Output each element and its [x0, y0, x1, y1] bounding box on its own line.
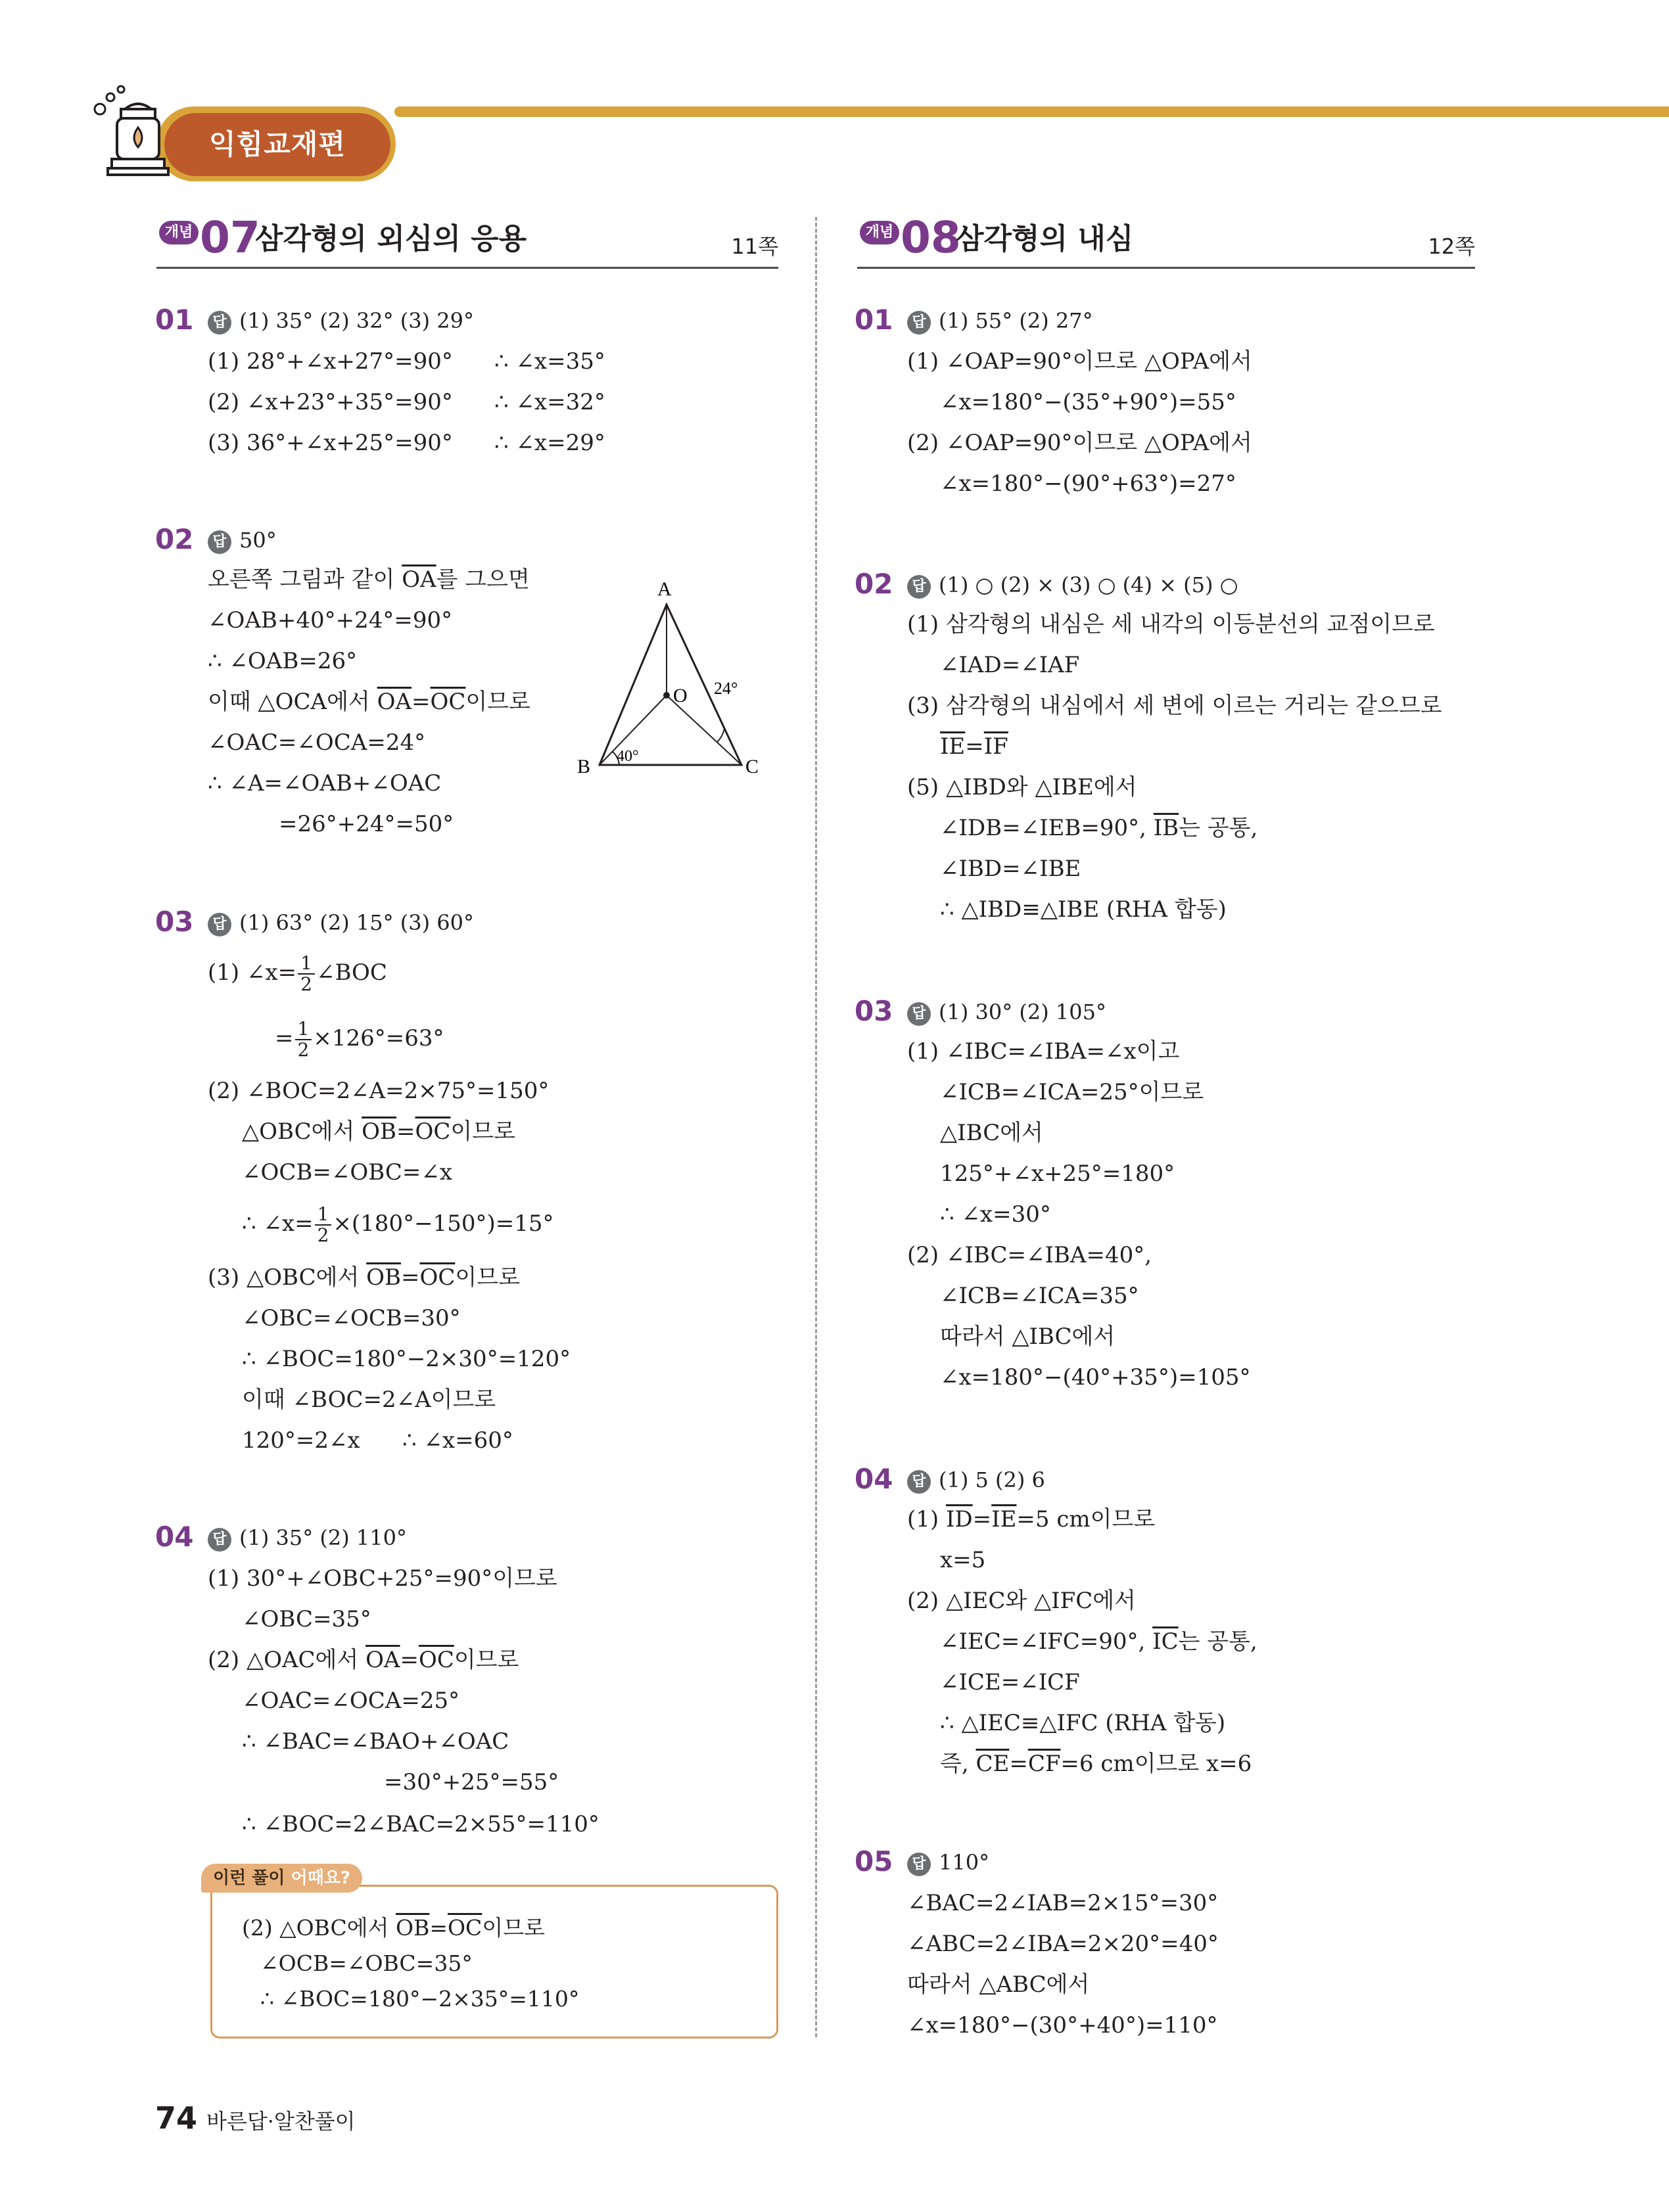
- text: (1): [907, 1506, 946, 1532]
- section-title: 삼각형의 내심: [956, 222, 1134, 256]
- solution-line: [242, 1203, 553, 1245]
- text: (2) △OAC에서: [208, 1647, 366, 1673]
- solution-line: [208, 1644, 519, 1676]
- equation: (1) 28°+∠x+27°=90°: [208, 348, 453, 375]
- solution-line: (3) 삼각형의 내심에서 세 변에 이르는 거리는 같으므로: [907, 693, 1442, 719]
- segment: $\overline{OC}$: [415, 1118, 451, 1145]
- text: 는 공통,: [1178, 1628, 1258, 1655]
- text: ∴ ∠x=: [242, 1210, 314, 1237]
- text: ×(180°−150°)=15°: [333, 1210, 554, 1237]
- answer-line: [208, 524, 277, 556]
- solution-line: (1) ∠OAP=90°이므로 △OPA에서: [907, 348, 1252, 375]
- solution-line: [940, 1626, 1258, 1657]
- solution-line: (1) 삼각형의 내심은 세 내각의 이등분선의 교점이므로: [907, 611, 1435, 637]
- tip-line: ∠OCB=∠OBC=35°: [260, 1950, 473, 1976]
- problem-number: 02: [855, 568, 893, 600]
- segment: $\overline{IC}$: [1152, 1628, 1179, 1655]
- solution-line: ∠x=180°−(90°+63°)=27°: [940, 471, 1236, 497]
- fraction: [295, 1019, 312, 1060]
- problem-number: 01: [155, 304, 194, 336]
- section-header-07: [156, 212, 778, 269]
- equation: (3) 36°+∠x+25°=90°: [208, 430, 453, 456]
- text: =6 cm이므로 x=6: [1060, 1751, 1252, 1777]
- segment: $\overline{OC}$: [419, 1264, 456, 1291]
- solution-line: ∴ ∠A=∠OAB+∠OAC: [208, 770, 442, 796]
- solution-line: [208, 686, 530, 718]
- triangle-figure: [573, 573, 770, 778]
- solution-line: ∠BAC=2∠IAB=2×15°=30°: [907, 1890, 1219, 1916]
- page-footer: [155, 2100, 356, 2136]
- problem-number: 04: [155, 1521, 194, 1553]
- segment: $\overline{OC}$: [430, 689, 466, 715]
- solution-line: ∠OAC=∠OCA=24°: [208, 729, 426, 756]
- text: =: [429, 1915, 448, 1941]
- solution-line: [940, 812, 1258, 844]
- solution-line: ∠OCB=∠OBC=∠x: [242, 1159, 452, 1186]
- tip-tag: [201, 1864, 362, 1893]
- label-o: O: [673, 685, 688, 706]
- solution-line: [242, 1116, 515, 1147]
- answer-line: [907, 305, 1093, 336]
- denominator: 2: [300, 973, 312, 995]
- segment: $\overline{IF}$: [983, 733, 1008, 760]
- solution-line: ∴ ∠OAB=26°: [208, 648, 358, 674]
- segment: $\overline{OA}$: [402, 566, 436, 593]
- answer-icon: 답: [208, 530, 231, 554]
- header-tab: 익힘교재편: [164, 113, 390, 176]
- solution-line: ∠x=180°−(30°+40°)=110°: [907, 2012, 1218, 2039]
- solution-line: [940, 1748, 1252, 1780]
- answer-icon: 답: [907, 575, 931, 599]
- segment: $\overline{IE}$: [991, 1506, 1017, 1532]
- answer-icon: 답: [208, 913, 231, 936]
- answer-icon: 답: [208, 1528, 231, 1552]
- solution-line: ∠ICE=∠ICF: [940, 1669, 1080, 1695]
- text: ∠IDB=∠IEB=90°,: [940, 815, 1154, 841]
- segment: $\overline{OC}$: [419, 1647, 454, 1673]
- answer-text: (1) 5 (2) 6: [939, 1467, 1045, 1492]
- solution-line: ∠IAD=∠IAF: [940, 652, 1080, 678]
- text: ∠BOC: [316, 959, 387, 986]
- result: ∴ ∠x=32°: [494, 389, 605, 415]
- segment: $\overline{OB}$: [366, 1264, 401, 1291]
- solution-line: ∠OBC=35°: [242, 1606, 371, 1632]
- text: =: [400, 1647, 419, 1673]
- answer-icon: 답: [907, 1470, 931, 1494]
- segment: $\overline{IB}$: [1153, 815, 1179, 841]
- numerator: 1: [315, 1205, 332, 1226]
- solution-line: =26°+24°=50°: [279, 811, 454, 837]
- section-title: 삼각형의 외심의 응용: [255, 222, 527, 256]
- solution-line: [494, 346, 605, 377]
- solution-line: ∠ICB=∠ICA=25°이므로: [940, 1079, 1204, 1105]
- answer-line: [907, 569, 1238, 601]
- segment: $\overline{OC}$: [448, 1915, 482, 1941]
- tip-tag-label: 이런 풀이: [213, 1868, 285, 1888]
- answer-text: (1) 63° (2) 15° (3) 60°: [239, 910, 474, 935]
- solution-line: 따라서 △ABC에서: [907, 1971, 1090, 1998]
- equation: (2) ∠x+23°+35°=90°: [208, 389, 453, 415]
- solution-line: ∴ ∠BAC=∠BAO+∠OAC: [242, 1728, 509, 1755]
- numerator: 1: [298, 954, 315, 975]
- solution-line: (2) △IEC와 △IFC에서: [907, 1588, 1136, 1614]
- fraction: [315, 1205, 332, 1245]
- segment: $\overline{OA}$: [365, 1647, 400, 1673]
- numerator: 1: [295, 1019, 312, 1040]
- text: 이므로: [454, 1647, 519, 1673]
- answer-line: [907, 1847, 989, 1878]
- text: =: [275, 1025, 294, 1051]
- solution-line: [208, 346, 453, 377]
- answer-text: (1) 30° (2) 105°: [939, 1000, 1106, 1025]
- point-o: [663, 692, 670, 699]
- solution-line: 이때 ∠BOC=2∠A이므로: [242, 1387, 496, 1413]
- angle-label-b: 40°: [617, 748, 639, 765]
- solution-line: ∴ ∠x=30°: [940, 1201, 1051, 1228]
- book-label: 바른답·알찬풀이: [206, 2109, 356, 2134]
- text: 이때 △OCA에서: [208, 689, 377, 715]
- answer-line: [907, 996, 1106, 1028]
- solution-line: 120°=2∠x: [242, 1427, 360, 1454]
- answer-line: [208, 1522, 407, 1554]
- solution-line: ∴ ∠BOC=2∠BAC=2×55°=110°: [242, 1811, 599, 1837]
- label-b: B: [577, 756, 591, 777]
- text: =5 cm이므로: [1016, 1506, 1156, 1532]
- header-bar: [394, 106, 1669, 117]
- text: 는 공통,: [1179, 815, 1258, 841]
- answer-text: (1) 35° (2) 32° (3) 29°: [239, 308, 474, 333]
- answer-icon: 답: [208, 311, 231, 334]
- tip-line: ∴ ∠BOC=180°−2×35°=110°: [260, 1986, 580, 2012]
- text: 이므로: [450, 1118, 515, 1145]
- segment: $\overline{CF}$: [1027, 1751, 1061, 1777]
- page-number: 74: [155, 2100, 198, 2136]
- denominator: 2: [317, 1224, 329, 1246]
- answer-line: [208, 305, 474, 336]
- text: 오른쪽 그림과 같이: [208, 566, 402, 593]
- label-c: C: [745, 756, 759, 777]
- solution-line: (2) ∠IBC=∠IBA=40°,: [907, 1242, 1152, 1268]
- solution-line: ∠x=180°−(40°+35°)=105°: [940, 1364, 1251, 1391]
- text: =: [411, 689, 431, 715]
- text: 즉,: [940, 1751, 976, 1777]
- problem-number: 05: [855, 1845, 893, 1878]
- problem-number: 03: [155, 906, 194, 938]
- label-a: A: [657, 578, 672, 600]
- solution-line: [907, 1504, 1155, 1535]
- column-divider: [815, 217, 817, 2037]
- tip-line: [242, 1912, 545, 1944]
- problem-number: 02: [155, 523, 194, 555]
- problem-number: 04: [855, 1463, 893, 1495]
- solution-line: (2) ∠BOC=2∠A=2×75°=150°: [208, 1078, 550, 1104]
- solution-line: x=5: [940, 1547, 986, 1573]
- answer-text: 50°: [239, 528, 277, 553]
- answer-line: [907, 1464, 1045, 1496]
- text: ∠IEC=∠IFC=90°,: [940, 1628, 1153, 1655]
- page-reference: 11쪽: [731, 234, 778, 259]
- text: 이므로: [465, 689, 530, 715]
- text: =: [972, 1506, 992, 1532]
- solution-line: ∴ ∠BOC=180°−2×30°=120°: [242, 1346, 571, 1372]
- fraction: [298, 954, 315, 994]
- segment: $\overline{OA}$: [377, 689, 412, 715]
- answer-text: (1) 55° (2) 27°: [939, 308, 1093, 333]
- solution-line: 125°+∠x+25°=180°: [940, 1161, 1175, 1187]
- solution-line: [208, 564, 530, 595]
- text: =: [1009, 1751, 1028, 1777]
- segment: $\overline{IE}$: [940, 733, 966, 760]
- text: (2) △OBC에서: [242, 1915, 396, 1941]
- solution-line: 따라서 △IBC에서: [940, 1324, 1116, 1350]
- concept-badge: 개념: [860, 221, 899, 244]
- answer-icon: 답: [907, 1002, 931, 1026]
- result: ∴ ∠x=29°: [494, 430, 605, 456]
- denominator: 2: [297, 1039, 310, 1061]
- text: =: [396, 1118, 415, 1145]
- concept-badge: 개념: [159, 221, 199, 244]
- text: =: [400, 1264, 420, 1291]
- problem-number: 03: [855, 995, 893, 1027]
- solution-line: △IBC에서: [940, 1120, 1043, 1146]
- text: =: [965, 733, 984, 760]
- solution-line: ∠IBD=∠IBE: [940, 856, 1081, 882]
- angle-label-c: 24°: [714, 679, 738, 698]
- lamp-icon: [91, 83, 176, 181]
- segment: $\overline{CE}$: [976, 1751, 1010, 1777]
- solution-line: ∠ICB=∠ICA=35°: [940, 1283, 1139, 1309]
- page-reference: 12쪽: [1428, 234, 1475, 259]
- problem-number: 01: [855, 304, 893, 336]
- solution-line: ∠OAB+40°+24°=90°: [208, 607, 453, 634]
- answer-line: [208, 907, 474, 938]
- solution-line: [940, 731, 1008, 762]
- solution-line: (2) ∠OAP=90°이므로 △OPA에서: [907, 430, 1252, 456]
- section-header-08: [857, 212, 1475, 269]
- text: 를 그으면: [436, 566, 530, 593]
- solution-line: [494, 386, 605, 418]
- solution-line: (1) ∠IBC=∠IBA=∠x이고: [907, 1038, 1180, 1065]
- angle-arc-c: [717, 728, 724, 743]
- answer-icon: 답: [907, 311, 931, 334]
- section-number: 07: [200, 212, 260, 263]
- solution-line: ∴ △IBD≡△IBE (RHA 합동): [940, 896, 1227, 923]
- solution-line: ∠OAC=∠OCA=25°: [242, 1688, 460, 1714]
- solution-line: [275, 1017, 444, 1060]
- answer-icon: 답: [907, 1853, 931, 1876]
- section-number: 08: [901, 212, 961, 263]
- text: (1) ∠x=: [208, 959, 297, 986]
- solution-line: [208, 1262, 520, 1293]
- answer-text: (1) ○ (2) × (3) ○ (4) × (5) ○: [939, 572, 1238, 597]
- solution-line: ∠ABC=2∠IBA=2×20°=40°: [907, 1931, 1219, 1957]
- text: 이므로: [482, 1915, 545, 1941]
- text: △OBC에서: [242, 1118, 362, 1145]
- answer-text: (1) 35° (2) 110°: [239, 1525, 407, 1550]
- tip-tag-question: 어때요?: [291, 1868, 351, 1888]
- solution-line: [208, 952, 387, 994]
- segment: $\overline{OB}$: [362, 1118, 397, 1145]
- text: (3) △OBC에서: [208, 1264, 367, 1291]
- solution-line: [494, 427, 605, 459]
- solution-line: =30°+25°=55°: [384, 1769, 559, 1795]
- solution-line: [208, 386, 453, 418]
- solution-line: (5) △IBD와 △IBE에서: [907, 774, 1137, 800]
- solution-line: [208, 427, 453, 459]
- result: ∴ ∠x=35°: [494, 348, 605, 375]
- solution-line: ∴ ∠x=60°: [402, 1427, 513, 1454]
- solution-line: ∴ △IEC≡△IFC (RHA 합동): [940, 1710, 1226, 1736]
- solution-line: ∠OBC=∠OCB=30°: [242, 1305, 461, 1331]
- answer-text: 110°: [939, 1850, 990, 1875]
- solution-line: ∠x=180°−(35°+90°)=55°: [940, 389, 1236, 415]
- text: 이므로: [455, 1264, 520, 1291]
- segment: $\overline{OB}$: [396, 1915, 430, 1941]
- text: ×126°=63°: [313, 1025, 444, 1051]
- solution-line: (1) 30°+∠OBC+25°=90°이므로: [208, 1565, 557, 1592]
- segment: $\overline{ID}$: [945, 1506, 973, 1532]
